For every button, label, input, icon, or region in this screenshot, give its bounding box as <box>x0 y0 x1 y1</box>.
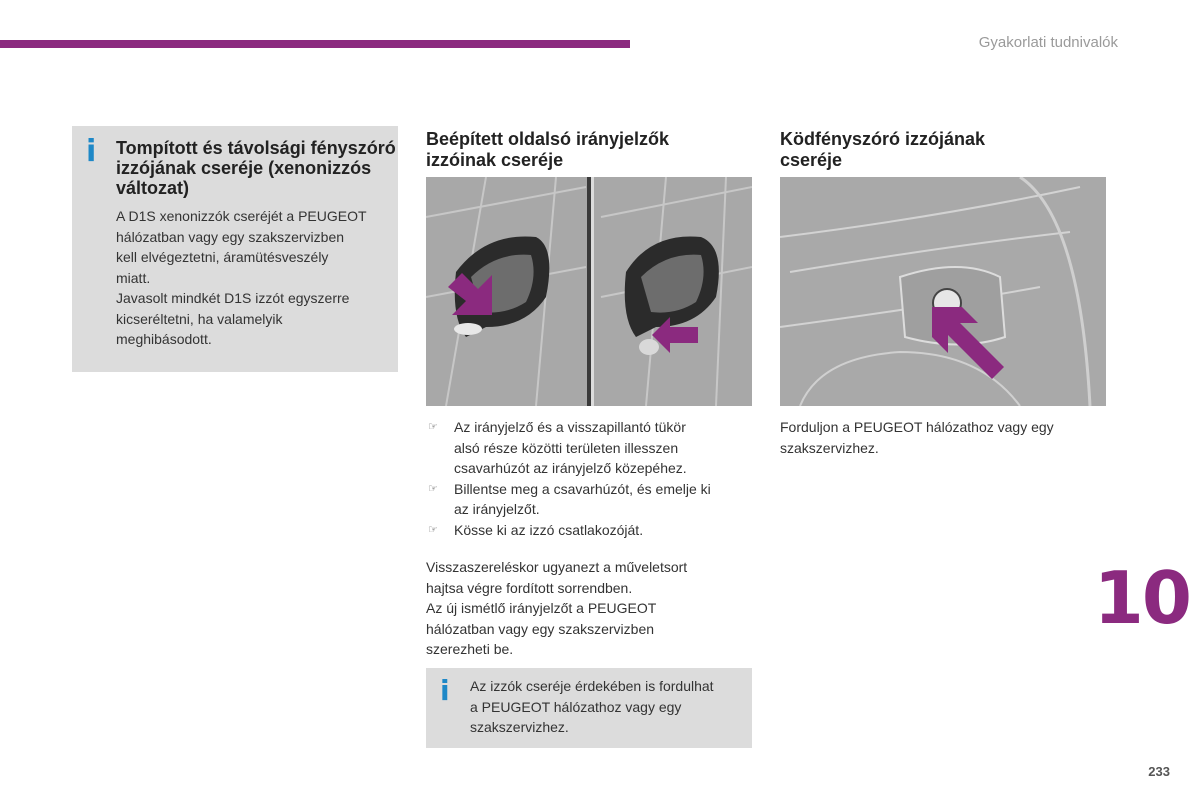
fog-lamp-title <box>780 129 1110 171</box>
xenon-info-box <box>72 126 398 372</box>
note-line: szakszervizhez. <box>470 719 569 735</box>
info-line: miatt. <box>116 269 151 286</box>
info-line: kell elvégeztetni, áramütésveszély <box>116 249 329 265</box>
pointer-icon: ☞ <box>428 523 438 536</box>
steps-list <box>426 417 756 540</box>
info-line: kicseréltetni, ha valamelyik <box>116 310 283 327</box>
pointer-icon: ☞ <box>428 482 438 495</box>
header-accent-bar <box>0 40 630 48</box>
pointer-icon: ☞ <box>428 421 438 433</box>
info-line: A D1S xenonizzók cseréjét a PEUGEOT <box>116 208 367 224</box>
title-line: izzóinak cseréje <box>426 150 564 170</box>
para-line: hálózatban vagy egy szakszervizben <box>426 620 655 637</box>
reassembly-paragraph <box>426 557 756 660</box>
step-line: Kösse ki az izzó csatlakozóját. <box>454 521 644 538</box>
chapter-number: 10 <box>1093 556 1190 640</box>
step-line: Billentse meg a csavarhúzót, és emelje ki <box>454 480 711 497</box>
section-header: Gyakorlati tudnivalók <box>978 34 1118 51</box>
step-line: csavarhúzót az irányjelző közepéhez. <box>454 460 687 476</box>
fog-lamp-text <box>780 417 1110 458</box>
para-line: Visszaszereléskor ugyanezt a műveletsort <box>426 559 688 575</box>
list-item <box>426 520 756 541</box>
title-line: Beépített oldalsó irányjelzők <box>426 129 670 149</box>
mirror-illustration <box>426 177 752 406</box>
bulb-note-box <box>426 668 752 748</box>
info-line: meghibásodott. <box>116 331 212 347</box>
mirror-indicator-photo <box>426 177 752 406</box>
fog-lamp-illustration <box>780 177 1106 406</box>
note-line: a PEUGEOT hálózathoz vagy egy <box>470 698 682 715</box>
note-text <box>470 676 745 738</box>
text-line: Forduljon a PEUGEOT hálózathoz vagy egy <box>780 419 1054 435</box>
info-box-title: Tompított és távolsági fényszóró izzójának cseréje (xenonizzós változat) <box>116 138 396 198</box>
step-line: alsó része közötti területen illesszen <box>454 439 679 456</box>
info-box-body <box>116 206 396 350</box>
info-line: Javasolt mindkét D1S izzót egyszerre <box>116 290 350 306</box>
info-icon: i <box>86 134 97 169</box>
indicator-bulb-title <box>426 129 756 171</box>
page-number: 233 <box>1148 764 1170 779</box>
note-line: Az izzók cseréje érdekében is fordulhat <box>470 678 714 694</box>
title-line: Ködfényszóró izzójának <box>780 129 986 149</box>
fog-lamp-photo <box>780 177 1106 406</box>
para-line: Az új ismétlő irányjelzőt a PEUGEOT <box>426 600 657 616</box>
list-item <box>426 479 756 520</box>
step-line: az irányjelzőt. <box>454 501 540 517</box>
list-item <box>426 417 756 479</box>
para-line: szerezheti be. <box>426 641 514 657</box>
title-line: cseréje <box>780 150 843 170</box>
text-line: szakszervizhez. <box>780 439 879 456</box>
info-icon: i <box>440 674 450 707</box>
info-line: hálózatban vagy egy szakszervizben <box>116 228 345 245</box>
step-line: Az irányjelző és a visszapillantó tükör <box>454 419 686 435</box>
para-line: hajtsa végre fordított sorrendben. <box>426 579 633 596</box>
